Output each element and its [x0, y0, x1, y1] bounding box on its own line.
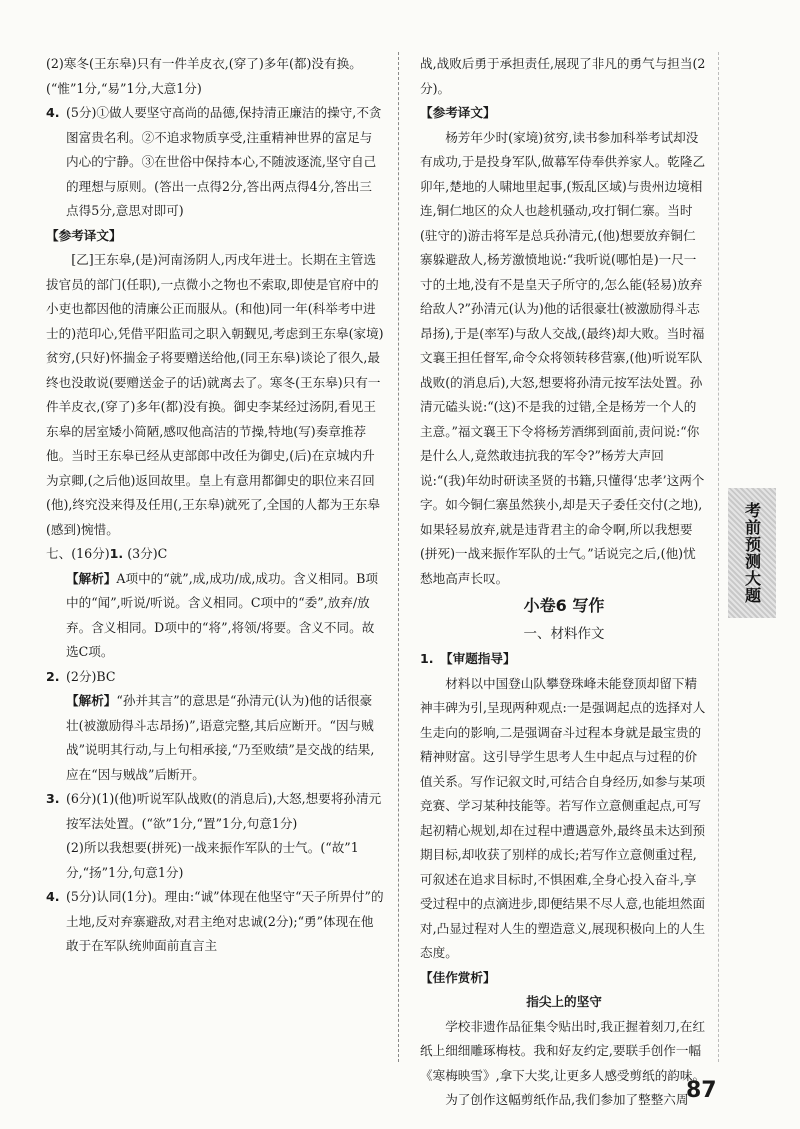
analysis-label: 【 解析 】 — [66, 571, 116, 586]
question-3 — [46, 787, 384, 885]
answer-line: (2)寒冬(王东皋)只有一件羊皮衣,(穿了)多年(都)没有换。(“惟”1分,“易”1分,大意1分) — [46, 56, 362, 96]
answer-continuation: 战,战败后勇于承担责任,展现了非凡的勇气与担当(2分)。 — [420, 56, 706, 96]
column-divider — [398, 52, 399, 1062]
guide-text: 材料以中国登山队攀登珠峰未能登顶却留下精神丰碑为引,呈现两种观点:一是强调起点的选择对人生走向的影响,二是强调奋斗过程本身就是最宝贵的精神财富。这引导学生思考人生中起点与过程的价值关系。写作记叙文时,可结合自身经历,如参与某项竞赛、学习某种技能等。若写作立意侧重起点,可写起初精心规划,却在过程中遭遇意外,最终虽未达到预期目标,却收获了别样的成长;若写作立意侧重过程,可叙述在追求目标时,不惧困难,全身心投入奋斗,享受过程中的点滴进步,即便结果不尽人意,也能坦然面对,凸显过程对人生的塑造意义,展现积极向上的人生态度。 — [420, 675, 706, 960]
guide-label: 【 审题指导 】 — [440, 647, 708, 672]
question-number: 1. — [109, 546, 124, 561]
question-number: 3. — [46, 791, 60, 806]
right-column — [420, 52, 708, 1113]
essay-label: 【 佳作赏析 】 — [420, 966, 708, 991]
answer-text: (5分)认同(1分)。理由:“诚”体现在他坚守“天子所畀付”的土地,反对弃寨避敌,对君主绝对忠诚(2分);“勇”体现在他敢于在军队统帅面前直言主 — [66, 889, 384, 953]
analysis-block — [46, 567, 384, 665]
answer-text: (5分)①做人要坚守高尚的品德,保持清正廉洁的操守,不贪图富贵名利。②不追求物质享受,注重精神世界的富足与内心的宁静。③在世俗中保持本心,不随波逐流,坚守自己的理想与原则。(答出一点得2分,答出两点得4分,答出三点得5分,意思对即可) — [66, 105, 382, 218]
question-2 — [46, 665, 384, 788]
answer-text: (6分)(1)(他)听说军队战败(的消息后),大怒,想要将孙清元按军法处置。(“欲”1分,“置”1分,句意1分) — [66, 791, 382, 831]
analysis-block — [66, 689, 384, 787]
section-seven-header — [46, 542, 384, 567]
translation-text: 杨芳年少时(家境)贫穷,读书参加科举考试却没有成功,于是投身军队,做幕军侍奉供养家人。乾隆乙卯年,楚地的人啸地里起事,(叛乱区域)与贵州边境相连,铜仁地区的众人也趁机骚动,攻打铜仁寨。当时(驻守的)游击将军是总兵孙清元,(他)想要放弃铜仁寨躲避敌人,杨芳激愤地说:“我听说(哪怕是)一尺一寸的土地,没有不是皇天子所守的,怎么能(轻易)放弃给敌人?”孙清元(认为)他的话很豪壮(被激励得斗志昂扬),于是(率军)与敌人交战,(最终)却大败。当时福文襄王担任督军,命令众将领转移营寨,(他)听说军队战败(的消息后),大怒,想要将孙清元按军法处置。孙清元磕头说:“(这)不是我的过错,全是杨芳一个人的主意。”福文襄王下令将杨芳酒绑到面前,责问说:“你是什么人,竟然敢违抗我的军令?”杨芳大声回说:“(我)年幼时研读圣贤的书籍,只懂得‘忠孝’这两个字。如今铜仁寨虽然狭小,却是天子委任交付(之地),如果轻易放弃,就是违背君主的命令啊,所以我想要(拼死)一战来振作军队的士气。”话说完之后,(他)忧愁地高声长叹。 — [420, 129, 706, 586]
section-subtitle: 一、材料作文 — [523, 626, 605, 642]
analysis-text: “孙并其言”的意思是“孙清元(认为)他的话很豪壮(被激励得斗志昂扬)”,语意完整,其后应断开。“因与贼战”说明其行动,与上句相承接,“乃至败绩”是交战的结果,应在“因与贼战”后断开。 — [66, 693, 375, 782]
section-title: 小卷6 写作 — [523, 596, 605, 615]
answer-text: (3分)C — [127, 546, 168, 561]
ref-translation-label: 【 参考译文 】 — [46, 224, 384, 249]
margin-divider — [718, 52, 719, 1062]
translation-text: [乙]王东皋,(是)河南汤阴人,丙戌年进士。长期在主管选拔官员的部门(任职),一点微小之物也不索取,即使是官府中的小吏也都因他的清廉公正而服从。(和他)同一年(科举考中进士的)范印心,凭借平阳监司之职入朝觐见,考虑到王东皋(家境)贫穷,(只好)怀揣金子将要赠送给他,(同王东皋)谈论了很久,最终也没敢说(要赠送金子的话)就离去了。寒冬(王东皋)只有一件羊皮衣,(穿了)多年(都)没有换。御史李某经过汤阴,看见王东皋的居室矮小简陋,感叹他高洁的节操,特地(写)奏章推荐他。当时王东皋已经从吏部郎中改任为御史,(后)在京城内升为京卿,(之后他)返回故里。皇上有意用都御史的职位来召回(他),终究没来得及任用(,王东皋)就死了,全国的人都为王东皋(感到)惋惜。 — [46, 252, 384, 537]
side-tab: 考前预测大题 — [728, 488, 776, 618]
question-number: 4. — [46, 889, 60, 904]
question-number: 2. — [46, 668, 60, 684]
writing-question-1 — [420, 647, 708, 672]
essay-paragraph: 学校非遗作品征集令贴出时,我正握着刻刀,在红纸上细细雕琢梅枝。我和好友约定,要联手创作一幅《寒梅映雪》,拿下大奖,让更多人感受剪纸的韵味。 — [420, 1018, 706, 1083]
left-column — [46, 52, 384, 959]
question-4b — [46, 885, 384, 959]
ref-translation-label: 【 参考译文 】 — [420, 101, 708, 126]
page-number: 87 — [686, 1078, 717, 1103]
section-label: 七、(16分) — [46, 546, 110, 561]
essay-title: 指尖上的坚守 — [526, 994, 602, 1009]
question-number: 4. — [46, 105, 60, 120]
question-4 — [46, 101, 384, 224]
answer-text: (2)所以我想要(拼死)一战来振作军队的士气。(“故”1分,“扬”1分,句意1分) — [66, 840, 359, 880]
question-number: 1. — [420, 651, 434, 666]
analysis-label: 【 解析 】 — [66, 693, 116, 708]
answer-text: (2分)BC — [66, 668, 116, 684]
essay-paragraph: 为了创作这幅剪纸作品,我们参加了整整六周 — [445, 1092, 689, 1107]
analysis-text: A项中的“就”,成,成功/成,成功。含义相同。B项中的“闻”,听说/听说。含义相同。C项中的“委”,放弃/放弃。含义相同。D项中的“将”,将领/将要。含义不同。故选C项。 — [66, 570, 378, 659]
